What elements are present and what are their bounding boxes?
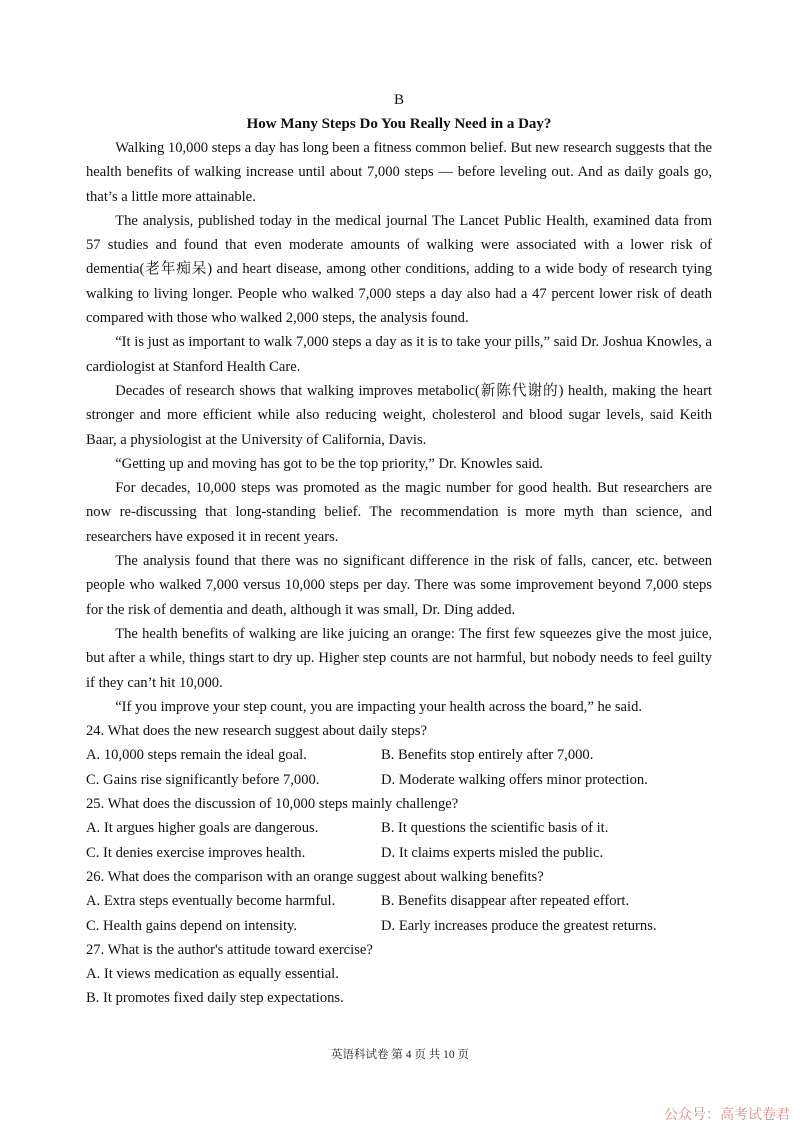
option-d: D. Early increases produce the greatest returns.	[381, 917, 657, 934]
option-b: B. It questions the scientific basis of it.	[381, 820, 609, 837]
question-25	[86, 792, 712, 865]
paragraph: “It is just as important to walk 7,000 steps a day as it is to take your pills,” said Dr. Joshua Knowles, a cardiologist at Stanford Health Care.	[86, 334, 712, 375]
options	[86, 962, 712, 1011]
paragraph: The analysis found that there was no significant difference in the risk of falls, cancer, etc. between people who walked 7,000 versus 10,000 steps per day. There was some improvement beyond 7,000 steps for the risk of dementia and death, although it was small, Dr. Ding added.	[86, 553, 712, 618]
option-c: C. It denies exercise improves health.	[86, 844, 306, 861]
watermark: 公众号：高考试卷君	[664, 1107, 790, 1123]
passage-title: How Many Steps Do You Really Need in a Day?	[246, 116, 552, 132]
options	[86, 889, 712, 938]
page-footer: 英语科试卷 第 4 页 共 10 页	[331, 1049, 469, 1061]
paragraph: Decades of research shows that walking improves metabolic(新陈代谢的) health, making the heart stronger and more efficient while also reducing weight, cholesterol and blood sugar levels, said Keith Baar, a physiologist at the University of California, Davis.	[86, 382, 712, 448]
option-d: D. It claims experts misled the public.	[381, 844, 604, 861]
question-26	[86, 865, 712, 938]
question-stem: 25. What does the discussion of 10,000 steps mainly challenge?	[86, 796, 459, 813]
option-a: A. 10,000 steps remain the ideal goal.	[86, 747, 307, 764]
option-a: A. It argues higher goals are dangerous.	[86, 820, 319, 837]
options	[86, 816, 712, 865]
option-c: C. Health gains depend on intensity.	[86, 917, 298, 934]
paragraph: “If you improve your step count, you are impacting your health across the board,” he said.	[115, 698, 643, 715]
option-b: B. It promotes fixed daily step expectations.	[86, 990, 344, 1007]
question-stem: 24. What does the new research suggest about daily steps?	[86, 723, 427, 740]
passage-body	[86, 136, 712, 719]
question-stem: 26. What does the comparison with an orange suggest about walking benefits?	[86, 868, 544, 885]
paragraph: “Getting up and moving has got to be the top priority,” Dr. Knowles said.	[115, 455, 544, 472]
paragraph: Walking 10,000 steps a day has long been a fitness common belief. But new research suggests that the health benefits of walking increase until about 7,000 steps — before leveling out. And as daily goals go, that’s a little more attainable.	[86, 140, 712, 205]
option-a: A. It views medication as equally essential.	[86, 966, 339, 983]
question-stem: 27. What is the author's attitude toward exercise?	[86, 941, 373, 958]
option-d: D. Moderate walking offers minor protection.	[381, 771, 648, 788]
section-letter: B	[393, 92, 404, 108]
question-24	[86, 719, 712, 792]
option-b: B. Benefits disappear after repeated effort.	[381, 893, 630, 910]
options	[86, 743, 712, 792]
question-27	[86, 938, 712, 1011]
option-b: B. Benefits stop entirely after 7,000.	[381, 747, 594, 764]
exam-page	[86, 88, 712, 1011]
paragraph: For decades, 10,000 steps was promoted as the magic number for good health. But researchers are now re-discussing that long-standing belief. The recommendation is more myth than science, and researchers have exposed it in recent years.	[86, 480, 712, 545]
paragraph: The analysis, published today in the medical journal The Lancet Public Health, examined data from 57 studies and found that even moderate amounts of walking were associated with a lower risk of dementia(老年痴呆) and heart disease, among other conditions, adding to a wide body of research tying walking to living longer. People who walked 7,000 steps a day also had a 47 percent lower risk of death compared with those who walked 2,000 steps, the analysis found.	[86, 212, 712, 327]
option-c: C. Gains rise significantly before 7,000.	[86, 771, 320, 788]
option-a: A. Extra steps eventually become harmful.	[86, 893, 336, 910]
paragraph: The health benefits of walking are like juicing an orange: The first few squeezes give the most juice, but after a while, things start to dry up. Higher step counts are not harmful, but nobody needs to feel guilty if they can’t hit 10,000.	[86, 625, 712, 691]
